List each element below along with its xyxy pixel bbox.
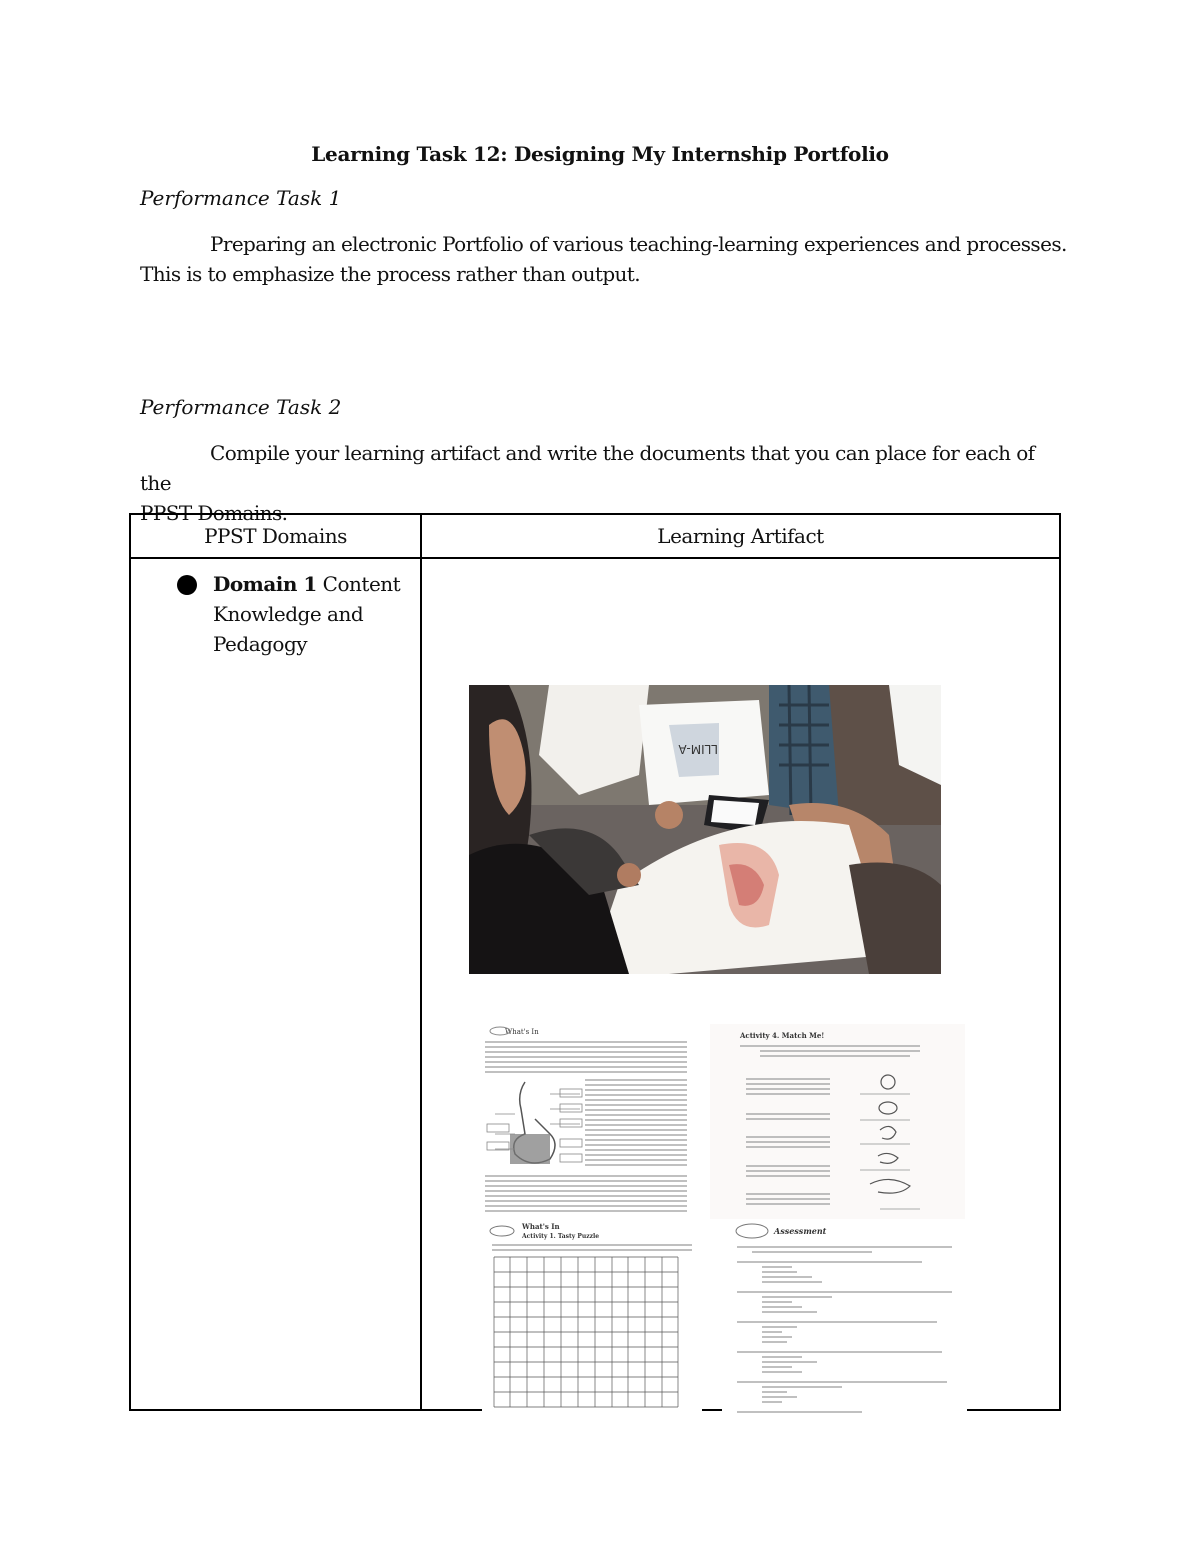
scan-3-heading: What's In bbox=[522, 1222, 560, 1231]
domain-1-title: Content Knowledge and Pedagogy bbox=[213, 572, 401, 656]
task-2-line-2: PPST Domains. bbox=[140, 501, 288, 525]
scan-2-heading: Activity 4. Match Me! bbox=[740, 1031, 825, 1040]
table-header-row bbox=[130, 514, 1060, 558]
domain-1-item bbox=[131, 559, 420, 659]
domain-1-number: Domain 1 bbox=[213, 572, 317, 596]
task-2-line-1: Compile your learning artifact and write the documents that you can place for each of the bbox=[140, 441, 1035, 495]
classroom-activity-photo bbox=[469, 685, 941, 974]
header-learning-artifact: Learning Artifact bbox=[421, 514, 1060, 558]
learning-artifact-cell bbox=[421, 558, 1060, 1410]
document-title: Learning Task 12: Designing My Internship Portfolio bbox=[311, 142, 889, 166]
performance-task-1-label: Performance Task 1 bbox=[140, 186, 342, 210]
svg-text:LLIM-A: LLIM-A bbox=[678, 742, 718, 756]
worksheet-scan-match-me bbox=[710, 1024, 965, 1219]
worksheet-scan-digestive-system bbox=[455, 1024, 695, 1219]
domain-1-text bbox=[213, 569, 413, 659]
task-1-line-2: This is to emphasize the process rather than output. bbox=[140, 262, 641, 286]
worksheet-scan-word-puzzle bbox=[482, 1219, 702, 1414]
worksheet-scan-assessment bbox=[722, 1219, 967, 1414]
performance-task-2-label: Performance Task 2 bbox=[140, 395, 342, 419]
task-1-line-1: Preparing an electronic Portfolio of various teaching-learning experiences and processes. bbox=[210, 232, 1067, 256]
scan-1-heading: What's In bbox=[505, 1028, 539, 1036]
table-row bbox=[130, 558, 1060, 1410]
ppst-domains-table bbox=[129, 513, 1061, 1411]
domain-cell bbox=[130, 558, 421, 1410]
scan-4-heading: Assessment bbox=[774, 1226, 827, 1236]
performance-task-1-text bbox=[140, 229, 1070, 289]
header-ppst-domains: PPST Domains bbox=[130, 514, 421, 558]
scan-3-subheading: Activity 1. Tasty Puzzle bbox=[522, 1233, 600, 1240]
bullet-icon bbox=[177, 575, 197, 595]
